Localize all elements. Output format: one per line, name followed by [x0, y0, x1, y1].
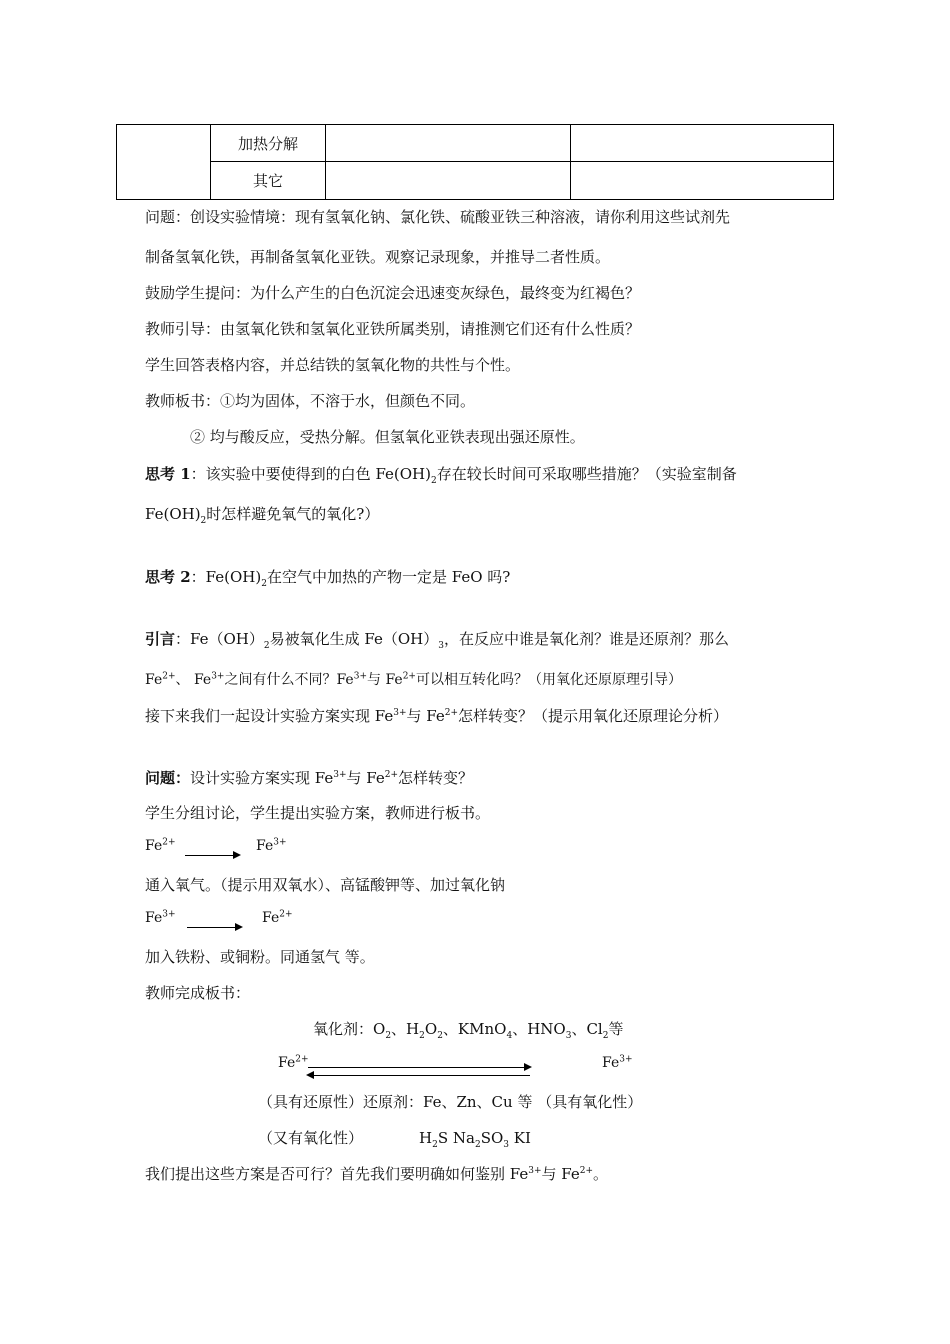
intro-label: 引言: [145, 630, 176, 648]
also-oxidizing-line: （又有氧化性） $H_2S$ $Na_2SO_3$ KI: [258, 1129, 531, 1150]
table-cell: [571, 125, 834, 162]
think-2: 思考 2：$Fe(OH)_2$在空气中加热的产物一定是 FeO 吗?: [145, 568, 511, 589]
paragraph-guide: 教师引导：由氢氧化铁和氢氧化亚铁所属类别，请推测它们还有什么性质？: [145, 320, 641, 338]
right-arrow-icon: [187, 927, 241, 928]
question-label: 问题：: [145, 769, 191, 787]
paragraph-teacher-board: 教师完成板书：: [145, 984, 251, 1002]
intro-line-2: $Fe^{2+}$、 $Fe^{3+}$之间有什么不同？$Fe^{3+}$与 $Fe^{2+}$可以相互转化吗？（用氧化还原原理引导）: [145, 671, 682, 688]
table-row-label: 其它: [211, 162, 326, 200]
table-cell: [326, 162, 571, 200]
paragraph-board-1: 教师板书：①均为固体，不溶于水，但颜色不同。: [145, 392, 476, 410]
paragraph-encourage: 鼓励学生提问：为什么产生的白色沉淀会迅速变灰绿色，最终变为红褐色？: [145, 284, 641, 302]
think-1-label: 思考 1: [145, 465, 191, 483]
paragraph-question-1a: 问题：创设实验情境：现有氢氧化钠、氯化铁、硫酸亚铁三种溶液，请你利用这些试剂先: [145, 208, 731, 226]
intro-line-1: 引言：$Fe(OH)_2$易被氧化生成 $Fe(OH)_3$，在反应中谁是氧化剂？谁是还原剂？那么: [145, 630, 729, 651]
paragraph-answer: 学生回答表格内容，并总结铁的氢氧化物的共性与个性。: [145, 356, 521, 374]
table-cell: [571, 162, 834, 200]
conv2-from: $Fe^{3+}$: [145, 909, 176, 926]
reductant-line: （具有还原性）还原剂：Fe、Zn、Cu 等 （具有氧化性）: [258, 1093, 643, 1111]
question-line: 问题：设计实验方案实现 $Fe^{3+}$与 $Fe^{2+}$怎样转变？: [145, 769, 474, 787]
table-cell: [326, 125, 571, 162]
board-right-ion: $Fe^{3+}$: [602, 1054, 633, 1071]
right-arrow-icon: [185, 855, 239, 856]
think-1-line-1: 思考 1：该实验中要使得到的白色 $Fe(OH)_2$存在较长时间可采取哪些措施？（实验室制备: [145, 465, 737, 486]
property-table: [116, 124, 834, 200]
table-row-label: 加热分解: [211, 125, 326, 162]
intro-line-3: 接下来我们一起设计实验方案实现 $Fe^{3+}$与 $Fe^{2+}$怎样转变？（提示用氧化还原理论分析）: [145, 707, 729, 725]
paragraph-final: 我们提出这些方案是否可行？首先我们要明确如何鉴别 $Fe^{3+}$与 $Fe^{2+}$。: [145, 1165, 609, 1183]
think-2-label: 思考 2: [145, 568, 191, 586]
think-1-line-2: $Fe(OH)_2$时怎样避免氧气的氧化?）: [145, 505, 380, 526]
conv1-from: $Fe^{2+}$: [145, 837, 176, 854]
conv1-to: $Fe^{3+}$: [256, 837, 287, 854]
paragraph-oxidation-methods: 通入氧气。（提示用双氧水）、高锰酸钾等、加过氧化钠: [145, 876, 506, 894]
paragraph-reduction-methods: 加入铁粉、或铜粉。同通氢气 等。: [145, 948, 375, 966]
conv2-to: $Fe^{2+}$: [262, 909, 293, 926]
paragraph-question-1b: 制备氢氧化铁，再制备氢氧化亚铁。观察记录现象，并推导二者性质。: [145, 248, 611, 266]
table-cell-empty: [117, 125, 211, 200]
paragraph-discussion: 学生分组讨论，学生提出实验方案，教师进行板书。: [145, 804, 491, 822]
paragraph-board-2: ② 均与酸反应，受热分解。但氢氧化亚铁表现出强还原性。: [190, 428, 585, 446]
board-left-ion: $Fe^{2+}$: [278, 1054, 309, 1071]
oxidant-line: 氧化剂：$O_2$、$H_2O_2$、KMnO$_4$、$HNO_3$、$Cl_2$等: [313, 1020, 624, 1041]
